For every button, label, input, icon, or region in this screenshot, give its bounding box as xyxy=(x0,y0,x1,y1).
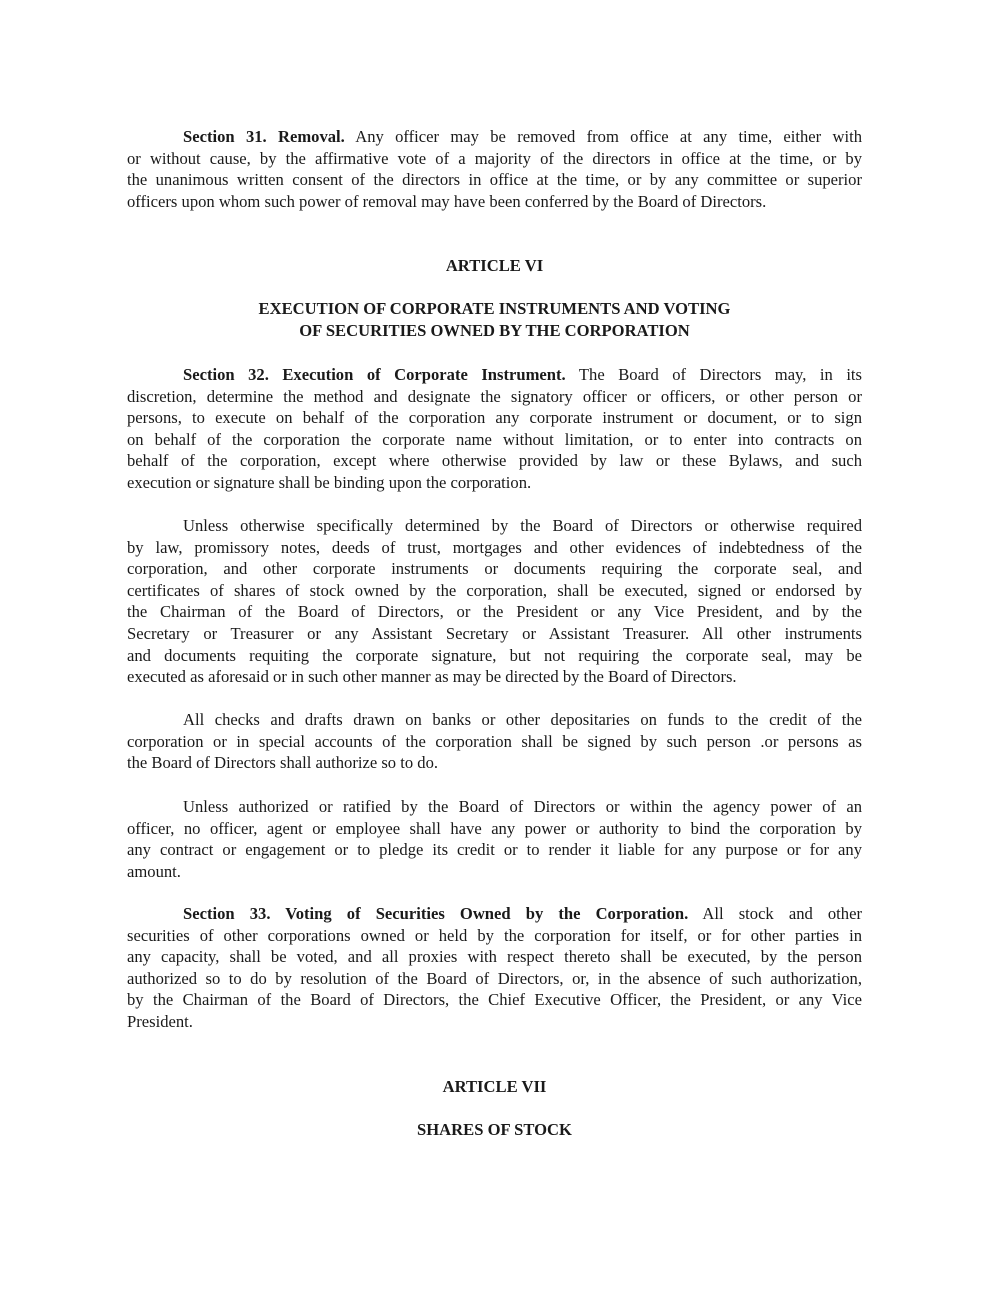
line-text: behalf of the corporation, except where otherwise provided by law or these Bylaws, and such xyxy=(127,451,862,471)
text-line xyxy=(127,839,862,861)
text-line xyxy=(127,946,862,968)
text-line xyxy=(127,989,862,1011)
line-text: on behalf of the corporation the corporate name without limitation, or to enter into contracts on xyxy=(127,429,862,449)
text-line xyxy=(127,386,862,408)
text-line xyxy=(127,666,862,688)
line-text: corporation or in special accounts of the corporation shall be signed by such person .or persons as xyxy=(127,731,862,751)
line-text: officer, no officer, agent or employee shall have any power or authority to bind the corporation by xyxy=(127,818,862,838)
paragraph-checks-drafts xyxy=(127,709,862,774)
line-text: certificates of shares of stock owned by the corporation, shall be executed, signed or endorsed by xyxy=(127,580,862,600)
line-text: securities of other corporations owned or held by the corporation for itself, or for other parties in xyxy=(127,925,862,945)
text-line xyxy=(127,169,862,191)
line-text: executed as aforesaid or in such other manner as may be directed by the Board of Directors. xyxy=(127,667,737,687)
line-text: All checks and drafts drawn on banks or other depositaries on funds to the credit of the xyxy=(183,710,862,729)
text-line xyxy=(127,407,862,429)
line-text: the Chairman of the Board of Directors, or the President or any Vice President, and by the xyxy=(127,602,862,622)
text-line xyxy=(127,537,862,559)
text-line xyxy=(127,191,862,213)
paragraph-execution-signatories xyxy=(127,515,862,688)
text-line xyxy=(127,126,862,148)
line-text: or without cause, by the affirmative vote of a majority of the directors in office at the time, or by xyxy=(127,148,862,168)
article-vii-title: ARTICLE VII xyxy=(442,1077,547,1096)
text-line xyxy=(127,903,862,925)
line-text: Unless authorized or ratified by the Board of Directors or within the agency power of an xyxy=(183,797,862,816)
line-text: Unless otherwise specifically determined by the Board of Directors or otherwise required xyxy=(183,516,862,535)
line-text: by the Chairman of the Board of Directors, the Chief Executive Officer, the President, or any Vice xyxy=(127,990,862,1010)
line-text: The Board of Directors may, in its xyxy=(565,365,862,384)
line-text: by law, promissory notes, deeds of trust, mortgages and other evidences of indebtedness of the xyxy=(127,537,862,557)
line-text: any contract or engagement or to pledge its credit or to render it liable for any purpose or for any xyxy=(127,840,862,860)
text-line xyxy=(127,731,862,753)
paragraph-authority xyxy=(127,796,862,882)
section-heading: Section 31. Removal. xyxy=(183,127,345,146)
article-vii-subtitle: SHARES OF STOCK xyxy=(417,1120,572,1139)
text-line xyxy=(127,450,862,472)
section-heading: Section 32. Execution of Corporate Instrument. xyxy=(183,365,566,384)
text-line xyxy=(127,752,862,774)
line-text: persons, to execute on behalf of the corporation any corporate instrument or document, or to sign xyxy=(127,408,862,428)
line-text: President. xyxy=(127,1011,193,1031)
section-32 xyxy=(127,364,862,494)
article-vi-subtitle-2: OF SECURITIES OWNED BY THE CORPORATION xyxy=(299,321,690,340)
text-line xyxy=(127,601,862,623)
line-text: Secretary or Treasurer or any Assistant Secretary or Assistant Treasurer. All other instruments xyxy=(127,623,862,643)
section-heading: Section 33. Voting of Securities Owned by the Corporation. xyxy=(183,904,689,923)
text-line xyxy=(127,709,862,731)
line-text: Any officer may be removed from office at any time, either with xyxy=(344,127,863,146)
line-text: execution or signature shall be binding upon the corporation. xyxy=(127,472,532,492)
text-line xyxy=(127,558,862,580)
article-vi-title: ARTICLE VI xyxy=(445,256,544,275)
text-line xyxy=(127,429,862,451)
text-line xyxy=(127,580,862,602)
line-text: amount. xyxy=(127,861,181,881)
text-line xyxy=(127,925,862,947)
line-text: authorized so to do by resolution of the Board of Directors, or, in the absence of such authorization, xyxy=(127,968,862,988)
line-text: discretion, determine the method and designate the signatory officer or officers, or other person or xyxy=(127,386,862,406)
line-text: the Board of Directors shall authorize so to do. xyxy=(127,753,439,773)
text-line xyxy=(127,796,862,818)
text-line xyxy=(127,861,862,883)
text-line xyxy=(127,515,862,537)
line-text: the unanimous written consent of the directors in office at the time, or by any committee or superior xyxy=(127,170,862,190)
text-line xyxy=(127,623,862,645)
text-line xyxy=(127,968,862,990)
line-text: any capacity, shall be voted, and all proxies with respect thereto shall be executed, by the person xyxy=(127,947,862,967)
line-text: and documents requiting the corporate signature, but not requiring the corporate seal, may be xyxy=(127,645,862,665)
text-line xyxy=(127,148,862,170)
text-line xyxy=(127,364,862,386)
text-line xyxy=(127,472,862,494)
section-33 xyxy=(127,903,862,1033)
text-line xyxy=(127,818,862,840)
article-vi-subtitle-1: EXECUTION OF CORPORATE INSTRUMENTS AND VOTING xyxy=(258,299,731,318)
text-line xyxy=(127,1011,862,1033)
line-text: corporation, and other corporate instruments or documents requiring the corporate seal, and xyxy=(127,559,862,579)
text-line xyxy=(127,645,862,667)
line-text: All stock and other xyxy=(688,904,862,923)
line-text: officers upon whom such power of removal may have been conferred by the Board of Directors. xyxy=(127,191,767,211)
section-31 xyxy=(127,126,862,212)
